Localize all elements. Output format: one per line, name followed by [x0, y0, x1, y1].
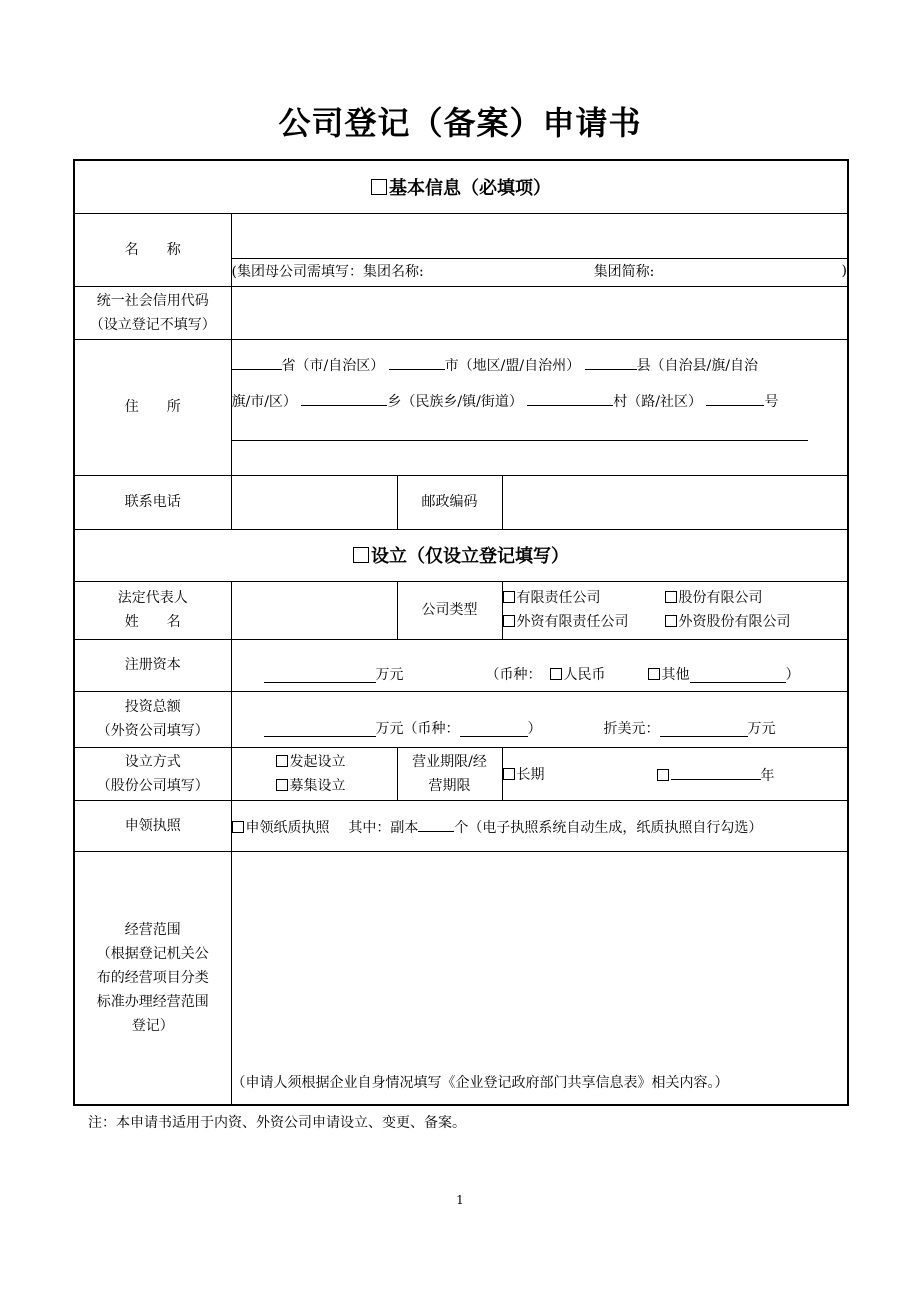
- license-field: 申领纸质执照 其中：副本 个（电子执照系统自动生成，纸质执照自行勾选）: [231, 800, 848, 851]
- company-type-options: [502, 581, 848, 639]
- term-option-long[interactable]: 长期: [503, 764, 657, 784]
- scope-label: 经营范围 （根据登记机关公 布的经营项目分类 标准办理经营范围 登记）: [74, 851, 231, 1105]
- capital-field[interactable]: 万元 （币种： 人民币 其他 ）: [231, 639, 848, 691]
- method-label: 设立方式 （股份公司填写）: [74, 747, 231, 800]
- type-option-jsc[interactable]: 股份有限公司: [665, 586, 763, 610]
- type-option-foreign-llc[interactable]: 外资有限责任公司: [503, 610, 665, 634]
- group-hint: (集团母公司需填写：集团名称: 集团简称: ): [231, 263, 847, 280]
- term-options: [502, 747, 848, 800]
- postcode-label: 邮政编码: [397, 475, 502, 529]
- license-copies-input[interactable]: [418, 815, 454, 832]
- name-field[interactable]: [231, 213, 848, 286]
- term-label: 营业期限/经 营期限: [397, 747, 502, 800]
- legal-rep-field[interactable]: [231, 581, 397, 639]
- address-label: 住 所: [74, 339, 231, 475]
- phone-label: 联系电话: [74, 475, 231, 529]
- license-label: 申领执照: [74, 800, 231, 851]
- company-type-label: 公司类型: [397, 581, 502, 639]
- investment-label: 投资总额 （外资公司填写）: [74, 691, 231, 747]
- type-option-foreign-jsc[interactable]: 外资股份有限公司: [665, 610, 791, 634]
- method-options: [231, 747, 397, 800]
- type-option-llc[interactable]: 有限责任公司: [503, 586, 665, 610]
- investment-field[interactable]: 万元（币种： ） 折美元： 万元: [231, 691, 848, 747]
- page-title: 公司登记（备案）申请书: [278, 104, 642, 142]
- scope-field[interactable]: [231, 851, 848, 1105]
- method-option-promote[interactable]: 发起设立: [276, 750, 397, 774]
- license-paper-option[interactable]: 申领纸质执照: [232, 820, 330, 836]
- name-label: 名 称: [74, 213, 231, 286]
- legal-rep-label: 法定代表人 姓 名: [74, 581, 231, 639]
- basic-info-checkbox[interactable]: [371, 179, 387, 195]
- postcode-field[interactable]: [502, 475, 848, 529]
- currency-rmb[interactable]: 人民币: [550, 664, 606, 684]
- credit-code-field[interactable]: [231, 286, 848, 339]
- capital-label: 注册资本: [74, 639, 231, 691]
- establish-checkbox[interactable]: [353, 547, 369, 563]
- address-field[interactable]: 省（市/自治区） 市（地区/盟/自治州） 县（自治县/旗/自治 旗/市/区） 乡（民族乡/镇/街道） 村（路/社区） 号: [231, 339, 848, 475]
- phone-field[interactable]: [231, 475, 397, 529]
- term-option-years[interactable]: 年: [657, 763, 775, 785]
- establish-header: 设立（仅设立登记填写）: [74, 529, 848, 581]
- scope-note: （申请人须根据企业自身情况填写《企业登记政府部门共享信息表》相关内容。）: [231, 1075, 729, 1091]
- application-form: [73, 159, 849, 1106]
- method-option-raise[interactable]: 募集设立: [276, 774, 397, 798]
- currency-other[interactable]: 其他: [648, 664, 690, 684]
- credit-code-label: 统一社会信用代码 （设立登记不填写）: [74, 286, 231, 339]
- footnote: 注：本申请书适用于内资、外资公司申请设立、变更、备案。: [88, 1115, 466, 1131]
- page-number: 1: [456, 1193, 464, 1207]
- basic-info-header: 基本信息（必填项）: [74, 160, 848, 213]
